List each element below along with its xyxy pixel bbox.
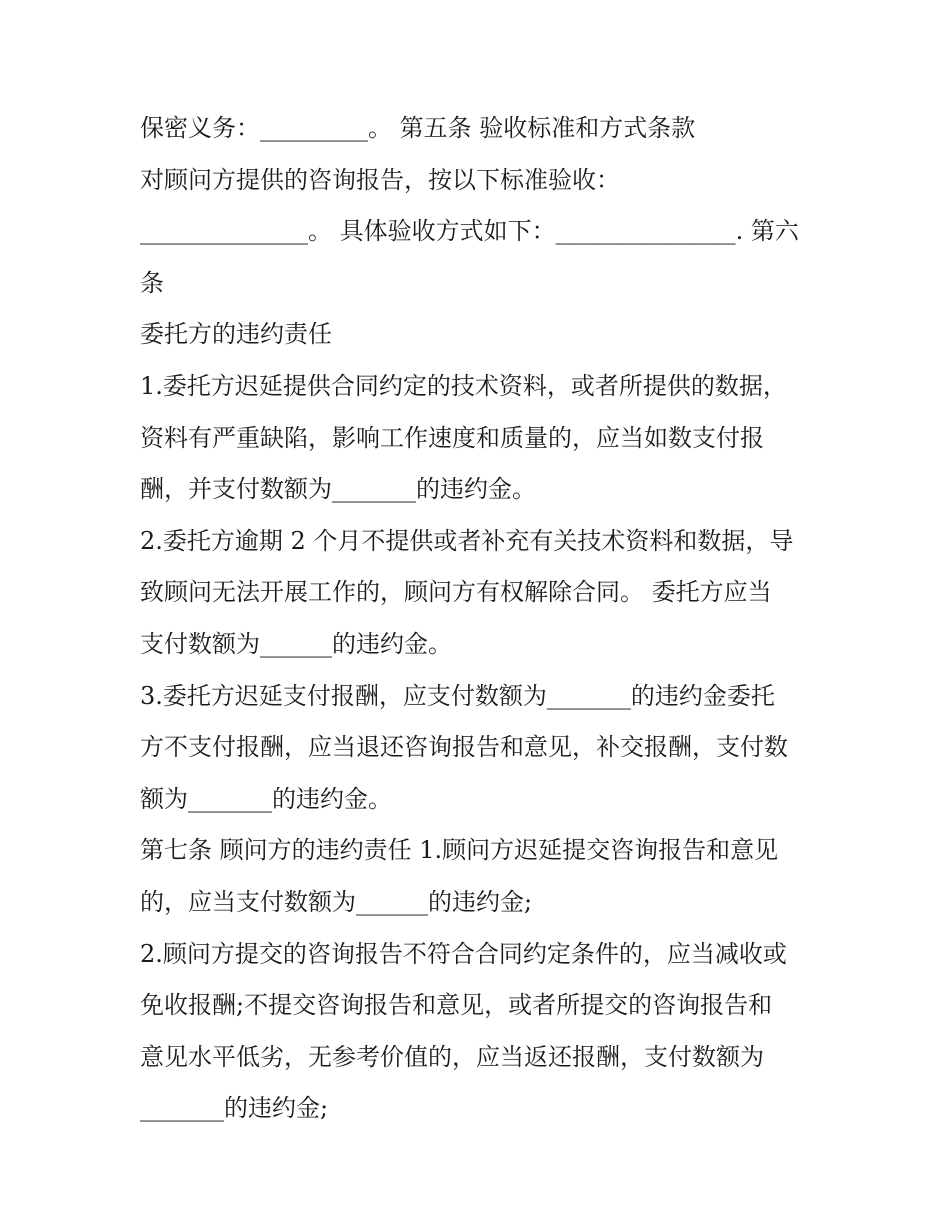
text-line: 意见水平低劣，无参考价值的，应当返还报酬，支付数额为	[140, 1042, 764, 1071]
text-line: 对顾问方提供的咨询报告，按以下标准验收：	[140, 165, 620, 194]
text-line: 第七条 顾问方的违约责任 1.顾问方迟延提交咨询报告和意见	[140, 836, 779, 865]
text-line: 免收报酬;不提交咨询报告和意见，或者所提交的咨询报告和	[140, 991, 773, 1020]
text-line: 条	[140, 268, 164, 297]
text-line: 资料有严重缺陷，影响工作速度和质量的，应当如数支付报	[140, 423, 764, 452]
text-line: 致顾问无法开展工作的，顾问方有权解除合同。 委托方应当	[140, 578, 772, 607]
text-line: 保密义务：_________。 第五条 验收标准和方式条款	[140, 114, 696, 142]
text-line: 的，应当支付数额为______的违约金;	[140, 887, 533, 916]
text-line: 酬，并支付数额为_______的违约金。	[140, 475, 536, 504]
text-line: ______________。 具体验收方式如下：_______________. 第六	[140, 217, 799, 246]
contract-text-body	[140, 103, 820, 1135]
text-line: 额为_______的违约金。	[140, 784, 392, 813]
text-line: 2.顾问方提交的咨询报告不符合合同约定条件的，应当减收或	[140, 939, 787, 968]
text-line: 方不支付报酬，应当退还咨询报告和意见，补交报酬，支付数	[140, 733, 788, 762]
section-heading: 委托方的违约责任	[140, 320, 332, 349]
text-line: 2.委托方逾期 2 个月不提供或者补充有关技术资料和数据，导	[140, 526, 794, 555]
text-line: _______的违约金;	[140, 1094, 329, 1123]
text-line: 支付数额为______的违约金。	[140, 629, 452, 658]
text-line: 1.委托方迟延提供合同约定的技术资料，或者所提供的数据，	[140, 371, 787, 400]
text-line: 3.委托方迟延支付报酬，应支付数额为_______的违约金委托	[140, 681, 775, 710]
